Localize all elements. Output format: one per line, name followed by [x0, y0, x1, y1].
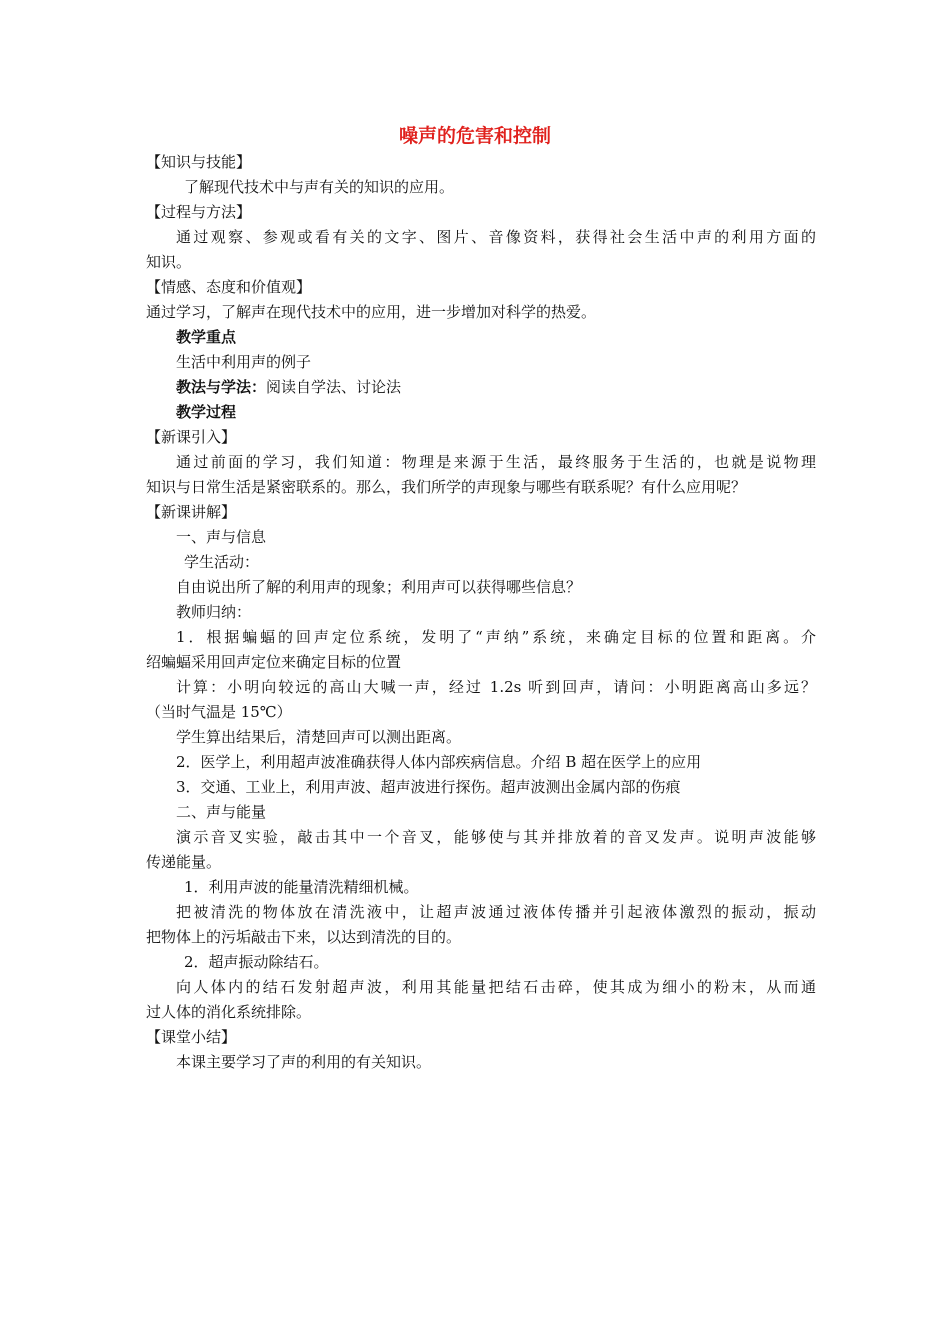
paragraph-intro-1: 通过前面的学习，我们知道：物理是来源于生活，最终服务于生活的，也就是说物理 — [176, 453, 816, 471]
heading-process-method: 【过程与方法】 — [146, 203, 252, 221]
item3: 3．交通、工业上，利用声波、超声波进行探伤。超声波测出金属内部的伤痕 — [176, 778, 681, 796]
calc-result: 学生算出结果后，清楚回声可以测出距离。 — [176, 728, 462, 746]
heading-teaching-process: 教学过程 — [176, 403, 237, 421]
heading-intro: 【新课引入】 — [146, 428, 237, 446]
paragraph-intro-2: 知识与日常生活是紧密联系的。那么，我们所学的声现象与哪些有联系呢？有什么应用呢？ — [146, 478, 747, 496]
student-question: 自由说出所了解的利用声的现象；利用声可以获得哪些信息？ — [176, 578, 582, 596]
paragraph-process-1: 通过观察、参观或看有关的文字、图片、音像资料，获得社会生活中声的利用方面的 — [176, 228, 816, 246]
heading-summary: 【课堂小结】 — [146, 1028, 237, 1046]
calc-line2: （当时气温是 15℃） — [146, 703, 292, 721]
part1-title: 一、声与信息 — [176, 528, 267, 546]
heading-key-points: 教学重点 — [176, 328, 237, 346]
demo-line2: 传递能量。 — [146, 853, 222, 871]
item2: 2．医学上，利用超声波准确获得人体内部疾病信息。介绍 B 超在医学上的应用 — [176, 753, 702, 771]
paragraph-key-points: 生活中利用声的例子 — [176, 353, 312, 371]
stone-line1: 向人体内的结石发射超声波，利用其能量把结石击碎，使其成为细小的粉末，从而通 — [176, 978, 816, 996]
stone-line2: 过人体的消化系统排除。 — [146, 1003, 312, 1021]
heading-attitude: 【情感、态度和价值观】 — [146, 278, 312, 296]
paragraph-knowledge: 了解现代技术中与声有关的知识的应用。 — [184, 178, 455, 196]
demo-line1: 演示音叉实验，敲击其中一个音叉，能够使与其并排放着的音叉发声。说明声波能够 — [176, 828, 816, 846]
energy-item2: 2．超声振动除结石。 — [184, 953, 329, 971]
teacher-summary-label: 教师归纳： — [176, 603, 252, 621]
document-body — [146, 150, 816, 1075]
clean-line1: 把被清洗的物体放在清洗液中，让超声波通过液体传播并引起液体激烈的振动，振动 — [176, 903, 816, 921]
methods-text: 阅读自学法、讨论法 — [266, 378, 402, 396]
item1-line1: 1．根据蝙蝠的回声定位系统，发明了“声纳”系统，来确定目标的位置和距离。介 — [176, 628, 816, 646]
methods-label: 教法与学法： — [176, 378, 267, 396]
energy-item1: 1．利用声波的能量清洗精细机械。 — [184, 878, 419, 896]
item1-line2: 绍蝙蝠采用回声定位来确定目标的位置 — [146, 653, 402, 671]
student-activity-label: 学生活动： — [184, 553, 260, 571]
methods-line — [146, 375, 816, 400]
heading-lecture: 【新课讲解】 — [146, 503, 237, 521]
paragraph-process-2: 知识。 — [146, 253, 192, 271]
document-title: 噪声的危害和控制 — [398, 125, 551, 147]
clean-line2: 把物体上的污垢敲击下来，以达到清洗的目的。 — [146, 928, 462, 946]
heading-knowledge: 【知识与技能】 — [146, 153, 252, 171]
calc-line1: 计算：小明向较远的高山大喊一声，经过 1.2s 听到回声，请问：小明距离高山多远？ — [176, 678, 816, 696]
part2-title: 二、声与能量 — [176, 803, 267, 821]
paragraph-attitude: 通过学习，了解声在现代技术中的应用，进一步增加对科学的热爱。 — [146, 303, 597, 321]
paragraph-summary: 本课主要学习了声的利用的有关知识。 — [176, 1053, 432, 1071]
